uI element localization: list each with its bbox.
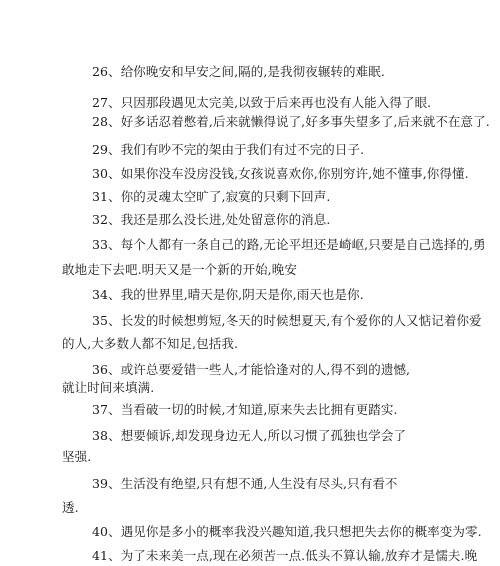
list-item-28: 28、好多话忍着憋着,后来就懒得说了,好多事失望多了,后来就不在意了. [92, 114, 490, 129]
list-item-33-continued: 敢地走下去吧.明天又是一个新的开始,晚安 [62, 262, 297, 277]
list-item-37: 37、当看破一切的时候,才知道,原来失去比拥有更踏实. [92, 402, 398, 417]
list-item-38-continued: 坚强. [62, 449, 92, 464]
list-item-31: 31、你的灵魂太空旷了,寂寞的只剩下回声. [92, 189, 331, 204]
list-item-38: 38、想要倾诉,却发现身边无人,所以习惯了孤独也学会了 [92, 428, 407, 443]
list-item-40: 40、遇见你是多小的概率我没兴趣知道,我只想把失去你的概率变为零. [92, 524, 482, 539]
list-item-26: 26、给你晚安和早安之间,隔的,是我彻夜辗转的难眠. [92, 64, 385, 79]
list-item-30: 30、如果你没车没房没钱,女孩说喜欢你,你别穷许,她不懂事,你得懂. [92, 166, 469, 181]
list-item-39-continued: 透. [62, 500, 79, 515]
list-item-36-continued: 就让时间来填满. [62, 380, 155, 395]
list-item-29: 29、我们有吵不完的架由于我们有过不完的日子. [92, 142, 365, 157]
list-item-34: 34、我的世界里,晴天是你,阴天是你,雨天也是你. [92, 287, 364, 302]
list-item-39: 39、生活没有绝望,只有想不通,人生没有尽头,只有看不 [92, 476, 398, 491]
list-item-35-continued: 的人,大多数人都不知足,包括我. [62, 336, 239, 351]
list-item-35: 35、长发的时候想剪短,冬天的时候想夏天,有个爱你的人又惦记着你爱 [92, 313, 482, 328]
list-item-41: 41、为了未来美一点,现在必须苦一点.低头不算认输,放弃才是懦夫.晚 [92, 548, 478, 563]
list-item-36: 36、或许总要爱错一些人,才能恰逢对的人,得不到的遗憾, [92, 362, 411, 377]
list-item-32: 32、我还是那么没长进,处处留意你的消息. [92, 212, 331, 227]
list-item-27: 27、只因那段遇见太完美,以致于后来再也没有人能入得了眼. [92, 95, 432, 110]
list-item-33: 33、每个人都有一条自己的路,无论平坦还是崎岖,只要是自己选择的,勇 [92, 237, 486, 252]
